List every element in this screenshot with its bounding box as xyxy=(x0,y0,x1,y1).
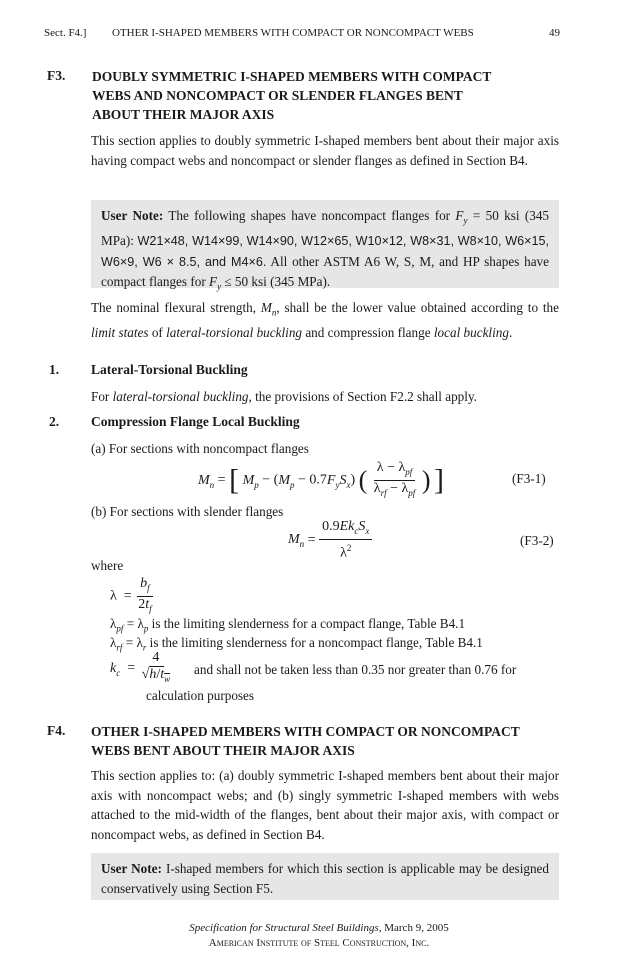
f3-intro: This section applies to doubly symmetric I-shaped members bent about their major axis having compact webs and noncompact or slender flanges as defined in Section B4. xyxy=(91,133,559,168)
section-title-f3: DOUBLY SYMMETRIC I-SHAPED MEMBERS WITH COMPACT WEBS AND NONCOMPACT OR SLENDER FLANGES BENT ABOUT THEIR MAJOR AXIS xyxy=(92,69,492,122)
item-number-1: 1. xyxy=(49,362,60,377)
equation-number-f3-2: (F3-2) xyxy=(520,533,554,548)
definition-lambda: λ = $\frac{b_f}{2t_f}$ xyxy=(110,576,152,614)
item-title-1: Lateral-Torsional Buckling xyxy=(91,362,248,377)
definition-kc: $k_c$ = $\frac{4}{√h/t_w}$ xyxy=(110,650,171,684)
item2-case-a: (a) For sections with noncompact flanges xyxy=(91,441,309,456)
page-number: 49 xyxy=(549,27,560,39)
f4-intro: This section applies to: (a) doubly symmetric I-shaped members bent about their major axis with noncompact webs; and (b) singly symmetric I-shaped members with webs attached to the mid-width of the flanges, bent about their major axis, with compact or noncompact webs, as defined in Section B4. xyxy=(91,768,559,842)
section-title-f4: OTHER I-SHAPED MEMBERS WITH COMPACT OR NONCOMPACT WEBS BENT ABOUT THEIR MAJOR AXIS xyxy=(91,724,520,758)
kc-condition-cont: calculation purposes xyxy=(146,688,255,703)
definition-lambda-pf: $\lambda_{pf} = \lambda_p$ is the limiting slenderness for a compact flange, Table B4.1 xyxy=(110,616,466,634)
footer-line-2: American Institute of Steel Construction, Inc. xyxy=(208,937,430,949)
equation-number-f3-1: (F3-1) xyxy=(512,471,546,486)
item-number-2: 2. xyxy=(49,414,60,429)
f4-user-note: User Note: I-shaped members for which this section is applicable may be designed conservatively using Section F5. xyxy=(91,853,559,900)
running-header xyxy=(44,27,560,39)
section-number-f4: F4. xyxy=(47,723,66,738)
definition-lambda-rf: $\lambda_{rf} = \lambda_r$ is the limiting slenderness for a noncompact flange, Table B4.1 xyxy=(110,635,483,653)
section-number-f3: F3. xyxy=(47,68,66,83)
header-title: OTHER I-SHAPED MEMBERS WITH COMPACT OR NONCOMPACT WEBS xyxy=(112,27,474,39)
equation-f3-1: $M_n$ = [ $M_p - (M_p - 0.7F_yS_x)$ ( $\frac{\lambda - \lambda_{pf}}{\lambda_{rf} - \lambda_{pf}}$ ) ] xyxy=(198,460,444,498)
item-title-2: Compression Flange Local Buckling xyxy=(91,414,300,429)
equation-f3-2: $M_n$ = $\frac{0.9Ek_cS_x}{\lambda^2}$ xyxy=(288,519,372,561)
where-label: where xyxy=(91,558,124,573)
header-section: Sect. F4.] xyxy=(44,27,87,39)
kc-condition: and shall not be taken less than 0.35 nor greater than 0.76 for xyxy=(194,662,517,677)
f3-strength-paragraph: The nominal flexural strength, $M_n$, shall be the lower value obtained according to the limit states of lateral-torsional buckling and compression flange local buckling. xyxy=(91,300,560,341)
item1-text: For lateral-torsional buckling, the provisions of Section F2.2 shall apply. xyxy=(91,389,477,404)
footer-line-1: Specification for Structural Steel Buildings, March 9, 2005 xyxy=(189,922,449,934)
item2-case-b: (b) For sections with slender flanges xyxy=(91,504,284,519)
f3-user-note: User Note: The following shapes have noncompact flanges for $F_y = 50$ ksi (345 MPa): W21×48, W14×99, W14×90, W12×65, W10×12, W8×31, W8×10, W6×15, W6×9, W6 × 8.5, and M4×6. All other ASTM A6 W, S, M, and HP shapes have compact flanges for $F_y \le 50$ ksi (345 MPa). xyxy=(91,200,559,288)
